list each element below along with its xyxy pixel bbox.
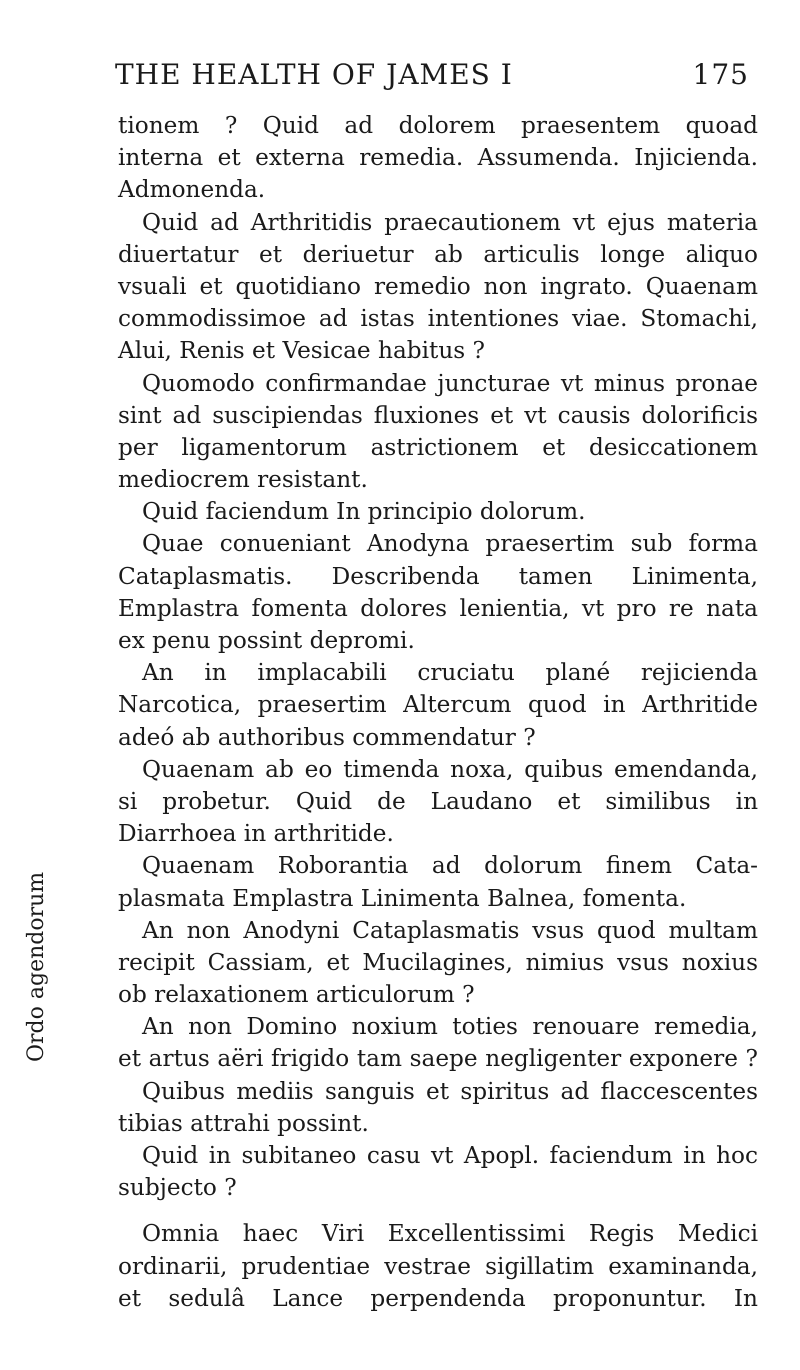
text-line: Alui, Renis et Vesicae habitus ?	[118, 337, 485, 365]
text-line: Omnia haec Viri Excellentissimi Regis Medici	[142, 1220, 758, 1248]
text-line: interna et externa remedia. Assumenda. Injicienda.	[118, 144, 758, 172]
text-line: recipit Cassiam, et Mucilagines, nimius vsus noxius	[118, 948, 758, 976]
text-line: Quaenam ab eo timenda noxa, quibus emendanda,	[142, 755, 758, 783]
running-title: THE HEALTH OF JAMES I	[115, 58, 513, 91]
text-line: si probetur. Quid de Laudano et similibus in	[118, 787, 758, 815]
marginal-note: Ordo agendorum	[24, 871, 49, 1062]
text-line: Quid in subitaneo casu vt Apopl. faciendum in hoc	[142, 1142, 758, 1169]
paragraph-gap	[118, 1204, 758, 1218]
text-line: Narcotica, praesertim Altercum quod in Arthritide	[118, 691, 758, 719]
text-line: subjecto ?	[118, 1174, 237, 1202]
text-line: tibias attrahi possint.	[118, 1109, 369, 1137]
text-line: et sedulâ Lance perpendenda proponuntur. In	[118, 1284, 758, 1312]
text-line: adeó ab authoribus commendatur ?	[118, 723, 536, 751]
text-line: sint ad suscipiendas fluxiones et vt causis dolorificis	[118, 401, 758, 429]
text-line: diuertatur et deriuetur ab articulis longe aliquo	[118, 240, 758, 268]
text-line: vsuali et quotidiano remedio non ingrato. Quaenam	[118, 272, 758, 300]
text-line: Quibus mediis sanguis et spiritus ad flaccescentes	[142, 1077, 758, 1105]
body-text	[118, 110, 758, 1315]
text-line: Quae conueniant Anodyna praesertim sub forma	[142, 530, 758, 558]
text-line: mediocrem resistant.	[118, 466, 368, 494]
page-number: 175	[692, 58, 749, 91]
text-line: Cataplasmatis. Describenda tamen Linimenta,	[118, 562, 758, 590]
text-line: Quaenam Roborantia ad dolorum finem Cata-	[142, 852, 758, 880]
text-line: et artus aëri frigido tam saepe negligenter exponere ?	[118, 1045, 758, 1073]
text-line: ordinarii, prudentiae vestrae sigillatim examinanda,	[118, 1252, 758, 1280]
text-line: Admonenda.	[118, 176, 266, 204]
text-line: plasmata Emplastra Linimenta Balnea, fomenta.	[118, 884, 687, 912]
text-line: An non Domino noxium toties renouare remedia,	[142, 1013, 758, 1041]
text-line: ex penu possint depromi.	[118, 627, 415, 654]
text-line: tionem ? Quid ad dolorem praesentem quoad	[118, 112, 758, 139]
text-line: per ligamentorum astrictionem et desiccationem	[118, 433, 758, 461]
text-line: ob relaxationem articulorum ?	[118, 981, 475, 1009]
text-line: An non Anodyni Cataplasmatis vsus quod multam	[142, 916, 758, 944]
text-line: Quid ad Arthritidis praecautionem vt ejus materia	[142, 208, 758, 236]
text-line: Emplastra fomenta dolores lenientia, vt pro re nata	[118, 594, 758, 622]
text-line: Quomodo confirmandae juncturae vt minus pronae	[142, 369, 758, 397]
text-line: An in implacabili cruciatu plané rejicienda	[142, 659, 758, 687]
text-line: commodissimoe ad istas intentiones viae. Stomachi,	[118, 305, 758, 333]
text-line: Quid faciendum In principio dolorum.	[142, 498, 586, 526]
text-line: Diarrhoea in arthritide.	[118, 820, 394, 848]
running-head	[115, 58, 755, 98]
